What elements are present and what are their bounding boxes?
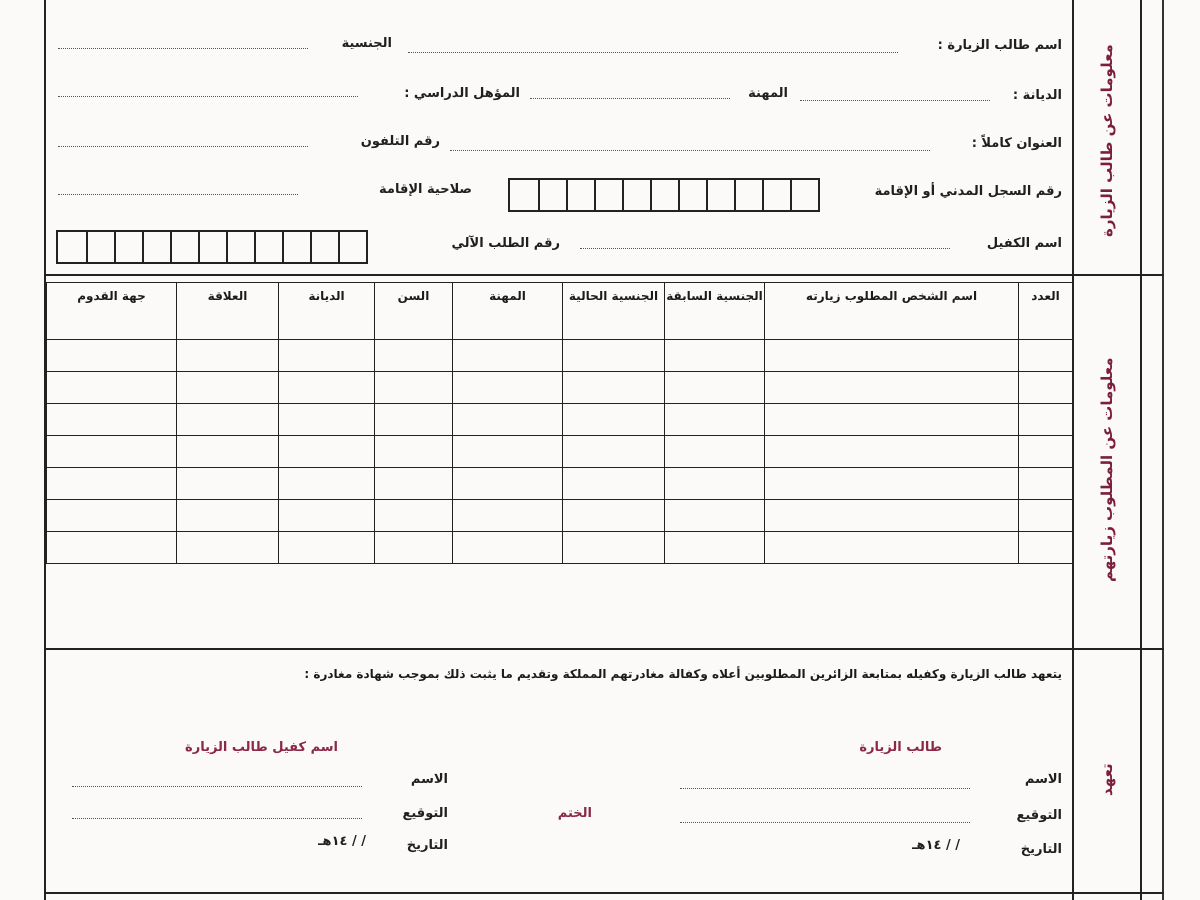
table-cell[interactable] (47, 468, 177, 500)
phone-field[interactable] (58, 146, 308, 147)
section2-side-title: معلومات عن المطلوب زيارتهم (1098, 357, 1116, 583)
col-arrival-origin: جهة القدوم (47, 283, 177, 340)
visitor-signature-label: التوقيع (1016, 808, 1062, 823)
table-cell[interactable] (177, 404, 279, 436)
col-current-nationality: الجنسية الحالية (563, 283, 665, 340)
table-header-row (47, 283, 1073, 340)
pledge-text: يتعهد طالب الزيارة وكفيله بمتابعة الزائرين المطلوبين أعلاه وكفالة مغادرتهم المملكة وتقديم ما يثبت ذلك بموجب شهادة مغادرة : (304, 667, 1062, 681)
education-label: المؤهل الدراسي : (404, 86, 520, 101)
table-cell[interactable] (765, 436, 1019, 468)
table-cell[interactable] (765, 468, 1019, 500)
digit-box[interactable] (650, 180, 678, 210)
table-cell[interactable] (177, 340, 279, 372)
digit-box[interactable] (114, 232, 142, 262)
education-field[interactable] (58, 96, 358, 97)
table-cell[interactable] (375, 532, 453, 564)
profession-label: المهنة (748, 86, 788, 101)
sponsor-signature-field[interactable] (72, 818, 362, 819)
table-cell[interactable] (47, 532, 177, 564)
table-cell[interactable] (665, 436, 765, 468)
table-cell[interactable] (375, 468, 453, 500)
table-row (47, 500, 1073, 532)
seal-label: الختم (557, 806, 592, 821)
digit-box[interactable] (706, 180, 734, 210)
table-cell[interactable] (563, 500, 665, 532)
table-cell[interactable] (453, 372, 563, 404)
table-cell[interactable] (665, 468, 765, 500)
table-cell[interactable] (765, 372, 1019, 404)
table-row (47, 468, 1073, 500)
sponsor-name-sig-label: الاسم (410, 772, 448, 787)
table-cell[interactable] (453, 404, 563, 436)
sponsor-signature-label: التوقيع (402, 806, 448, 821)
digit-box[interactable] (338, 232, 366, 262)
table-cell[interactable] (177, 436, 279, 468)
table-cell[interactable] (47, 372, 177, 404)
table-cell[interactable] (665, 532, 765, 564)
table-cell[interactable] (279, 500, 375, 532)
table-cell[interactable] (563, 372, 665, 404)
civil-id-boxes[interactable] (508, 178, 820, 212)
visitor-date-label: التاريخ (1020, 842, 1062, 857)
table-cell[interactable] (279, 436, 375, 468)
visitor-name-sig-field[interactable] (680, 788, 970, 789)
sponsor-heading: اسم كفيل طالب الزيارة (185, 740, 338, 755)
table-cell[interactable] (453, 340, 563, 372)
sponsor-name-field[interactable] (580, 248, 950, 249)
table-row (47, 404, 1073, 436)
table-cell[interactable] (665, 340, 765, 372)
sponsor-name-label: اسم الكفيل (986, 236, 1062, 251)
table-row (47, 372, 1073, 404)
digit-box[interactable] (734, 180, 762, 210)
col-profession: المهنة (453, 283, 563, 340)
digit-box[interactable] (310, 232, 338, 262)
phone-label: رقم التلفون (360, 134, 440, 149)
computer-request-label: رقم الطلب الآلي (451, 236, 560, 251)
section-divider (44, 892, 1164, 894)
visitor-heading: طالب الزيارة (859, 740, 942, 755)
address-field[interactable] (450, 150, 930, 151)
digit-box[interactable] (678, 180, 706, 210)
table-cell[interactable] (177, 468, 279, 500)
digit-box[interactable] (198, 232, 226, 262)
table-cell[interactable] (563, 468, 665, 500)
table-cell[interactable] (765, 404, 1019, 436)
outer-border (1162, 0, 1164, 900)
address-label: العنوان كاملاً : (971, 136, 1062, 151)
visitor-name-sig-label: الاسم (1024, 772, 1062, 787)
sponsor-date-value: / / ١٤هـ (318, 834, 366, 849)
table-cell[interactable] (279, 372, 375, 404)
religion-label: الديانة : (1012, 88, 1062, 103)
section-divider (44, 274, 1164, 276)
col-previous-nationality: الجنسية السابقة (665, 283, 765, 340)
digit-box[interactable] (594, 180, 622, 210)
residence-validity-label: صلاحية الإقامة (379, 182, 472, 197)
visitors-table (46, 282, 1073, 564)
table-cell[interactable] (453, 468, 563, 500)
nationality-field[interactable] (58, 48, 308, 49)
table-cell[interactable] (563, 532, 665, 564)
table-cell[interactable] (279, 468, 375, 500)
col-religion: الديانة (279, 283, 375, 340)
table-cell[interactable] (1019, 340, 1073, 372)
table-cell[interactable] (665, 404, 765, 436)
profession-field[interactable] (530, 98, 730, 99)
table-cell[interactable] (1019, 372, 1073, 404)
section-divider (44, 648, 1164, 650)
visitor-date-value: / / ١٤هـ (912, 838, 960, 853)
table-row (47, 436, 1073, 468)
table-cell[interactable] (375, 372, 453, 404)
table-cell[interactable] (453, 532, 563, 564)
table-cell[interactable] (279, 404, 375, 436)
table-cell[interactable] (177, 372, 279, 404)
table-cell[interactable] (453, 500, 563, 532)
digit-box[interactable] (510, 180, 538, 210)
digit-box[interactable] (86, 232, 114, 262)
digit-box[interactable] (762, 180, 790, 210)
residence-validity-field[interactable] (58, 194, 298, 195)
digit-box[interactable] (566, 180, 594, 210)
table-cell[interactable] (765, 532, 1019, 564)
civil-id-label: رقم السجل المدني أو الإقامة (874, 184, 1062, 199)
table-cell[interactable] (563, 436, 665, 468)
col-person-name: اسم الشخص المطلوب زيارته (765, 283, 1019, 340)
table-cell[interactable] (47, 404, 177, 436)
table-cell[interactable] (563, 340, 665, 372)
digit-box[interactable] (254, 232, 282, 262)
section1-side-title: معلومات عن طالب الزيارة (1098, 44, 1116, 238)
computer-request-boxes[interactable] (56, 230, 368, 264)
col-relation: العلاقة (177, 283, 279, 340)
table-row (47, 532, 1073, 564)
digit-box[interactable] (622, 180, 650, 210)
table-cell[interactable] (177, 500, 279, 532)
visitor-name-label: اسم طالب الزيارة : (937, 38, 1062, 53)
col-count: العدد (1019, 283, 1073, 340)
visitor-name-field[interactable] (408, 52, 898, 53)
table-cell[interactable] (47, 436, 177, 468)
table-cell[interactable] (1019, 532, 1073, 564)
table-cell[interactable] (1019, 500, 1073, 532)
table-cell[interactable] (563, 404, 665, 436)
table-cell[interactable] (765, 500, 1019, 532)
col-age: السن (375, 283, 453, 340)
table-cell[interactable] (1019, 404, 1073, 436)
sponsor-date-label: التاريخ (406, 838, 448, 853)
table-cell[interactable] (665, 372, 765, 404)
table-cell[interactable] (279, 532, 375, 564)
table-cell[interactable] (177, 532, 279, 564)
digit-box[interactable] (142, 232, 170, 262)
table-cell[interactable] (375, 404, 453, 436)
digit-box[interactable] (790, 180, 818, 210)
nationality-label: الجنسية (341, 36, 392, 51)
table-row (47, 340, 1073, 372)
digit-box[interactable] (282, 232, 310, 262)
table-cell[interactable] (279, 340, 375, 372)
table-cell[interactable] (375, 340, 453, 372)
section3-side-title: تعهد (1098, 763, 1116, 797)
digit-box[interactable] (226, 232, 254, 262)
digit-box[interactable] (170, 232, 198, 262)
table-cell[interactable] (375, 436, 453, 468)
table-cell[interactable] (765, 340, 1019, 372)
table-cell[interactable] (1019, 468, 1073, 500)
table-cell[interactable] (47, 340, 177, 372)
table-cell[interactable] (453, 436, 563, 468)
religion-field[interactable] (800, 100, 990, 101)
visitor-signature-field[interactable] (680, 822, 970, 823)
digit-box[interactable] (538, 180, 566, 210)
table-cell[interactable] (47, 500, 177, 532)
digit-box[interactable] (58, 232, 86, 262)
table-cell[interactable] (375, 500, 453, 532)
table-cell[interactable] (1019, 436, 1073, 468)
sponsor-name-sig-field[interactable] (72, 786, 362, 787)
table-cell[interactable] (665, 500, 765, 532)
